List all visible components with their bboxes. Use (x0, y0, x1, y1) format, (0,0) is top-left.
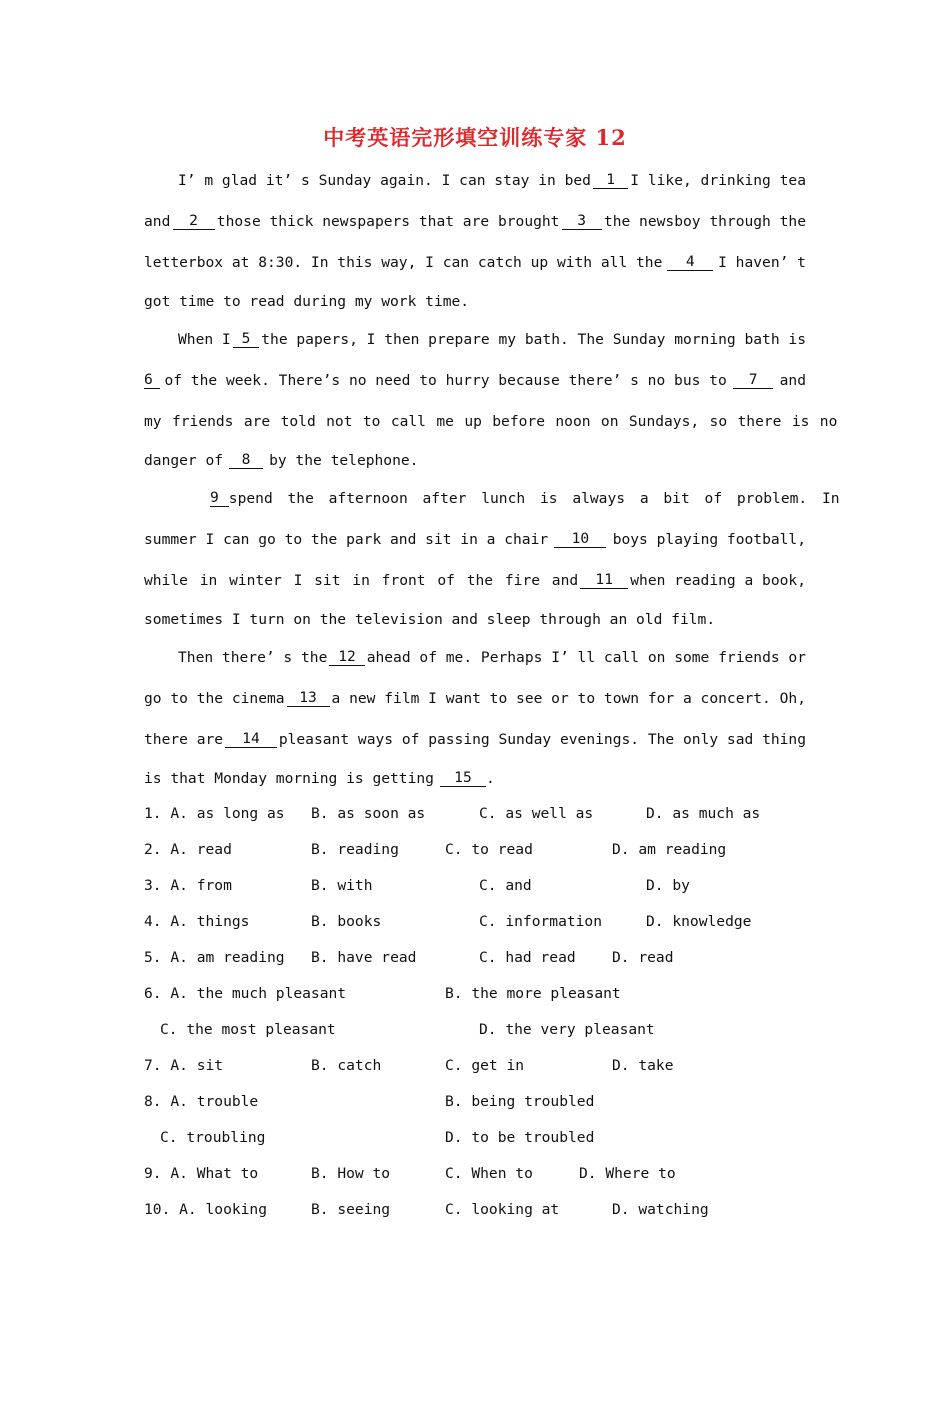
blank-13: 13 (287, 690, 330, 707)
question-list (144, 796, 806, 1228)
passage-line: and 2 those thick newspapers that are brought 3 the newsboy through the (144, 212, 806, 230)
blank-15: 15 (440, 770, 486, 787)
page-title: 中考英语完形填空训练专家 12 (323, 125, 627, 150)
question-5: 5. A. am reading B. have read C. had read D. read (144, 949, 674, 966)
passage-line: When I 5 the papers, I then prepare my bath. The Sunday morning bath is (178, 330, 806, 348)
question-6: 6. A. the much pleasant B. the more pleasant (144, 985, 621, 1002)
passage-line: Then there’ s the 12 ahead of me. Perhaps I’ ll call on some friends or (178, 648, 806, 666)
blank-7: 7 (733, 372, 773, 389)
passage-line: there are 14 pleasant ways of passing Sunday evenings. The only sad thing (144, 730, 806, 748)
question-3: 3. A. from B. with C. and D. by (144, 877, 690, 894)
blank-3: 3 (562, 213, 602, 230)
question-9: 9. A. What to B. How to C. When to D. Where to (144, 1165, 676, 1182)
passage-line: my friends are told not to call me up before noon on Sundays, so there is no (144, 413, 838, 430)
blank-11: 11 (580, 572, 628, 589)
blank-6: 6 (144, 372, 160, 389)
blank-2: 2 (173, 213, 215, 230)
blank-9: 9 (210, 490, 229, 507)
blank-5: 5 (233, 331, 260, 348)
question-1: 1. A. as long as B. as soon as C. as well as D. as much as (144, 805, 761, 822)
passage-line: 9 spend the afternoon after lunch is always a bit of problem. In (210, 489, 840, 507)
passage-line: danger of 8 by the telephone. (144, 450, 419, 469)
passage-line: letterbox at 8:30. In this way, I can catch up with all the 4 I haven’ t (144, 253, 806, 271)
passage-line: sometimes I turn on the television and sleep through an old film. (144, 610, 716, 628)
passage-line: go to the cinema 13 a new film I want to see or to town for a concert. Oh, (144, 689, 806, 707)
passage-line: summer I can go to the park and sit in a chair 10 boys playing football, (144, 530, 806, 548)
question-7: 7. A. sit B. catch C. get in D. take (144, 1057, 674, 1074)
passage-line: is that Monday morning is getting 15 . (144, 768, 495, 787)
question-6-cont: C. the most pleasant D. the very pleasant (160, 1021, 655, 1038)
passage-line: while in winter I sit in front of the fire and 11 when reading a book, (144, 571, 806, 589)
passage-line: 6 of the week. There’s no need to hurry because there’ s no bus to 7 and (144, 371, 806, 389)
blank-14: 14 (225, 731, 277, 748)
cloze-passage (144, 160, 840, 1228)
question-8-cont: C. troubling D. to be troubled (160, 1129, 595, 1146)
question-8: 8. A. trouble B. being troubled (144, 1093, 595, 1110)
blank-8: 8 (229, 452, 263, 469)
question-10: 10. A. looking B. seeing C. looking at D. watching (144, 1201, 709, 1218)
blank-1: 1 (593, 172, 628, 189)
blank-12: 12 (329, 649, 364, 666)
blank-10: 10 (554, 531, 606, 548)
passage-line: got time to read during my work time. (144, 292, 470, 310)
question-2: 2. A. read B. reading C. to read D. am reading (144, 841, 727, 858)
question-4: 4. A. things B. books C. information D. knowledge (144, 913, 752, 930)
blank-4: 4 (667, 254, 713, 271)
passage-line: I’ m glad it’ s Sunday again. I can stay in bed 1 I like, drinking tea (178, 171, 806, 189)
